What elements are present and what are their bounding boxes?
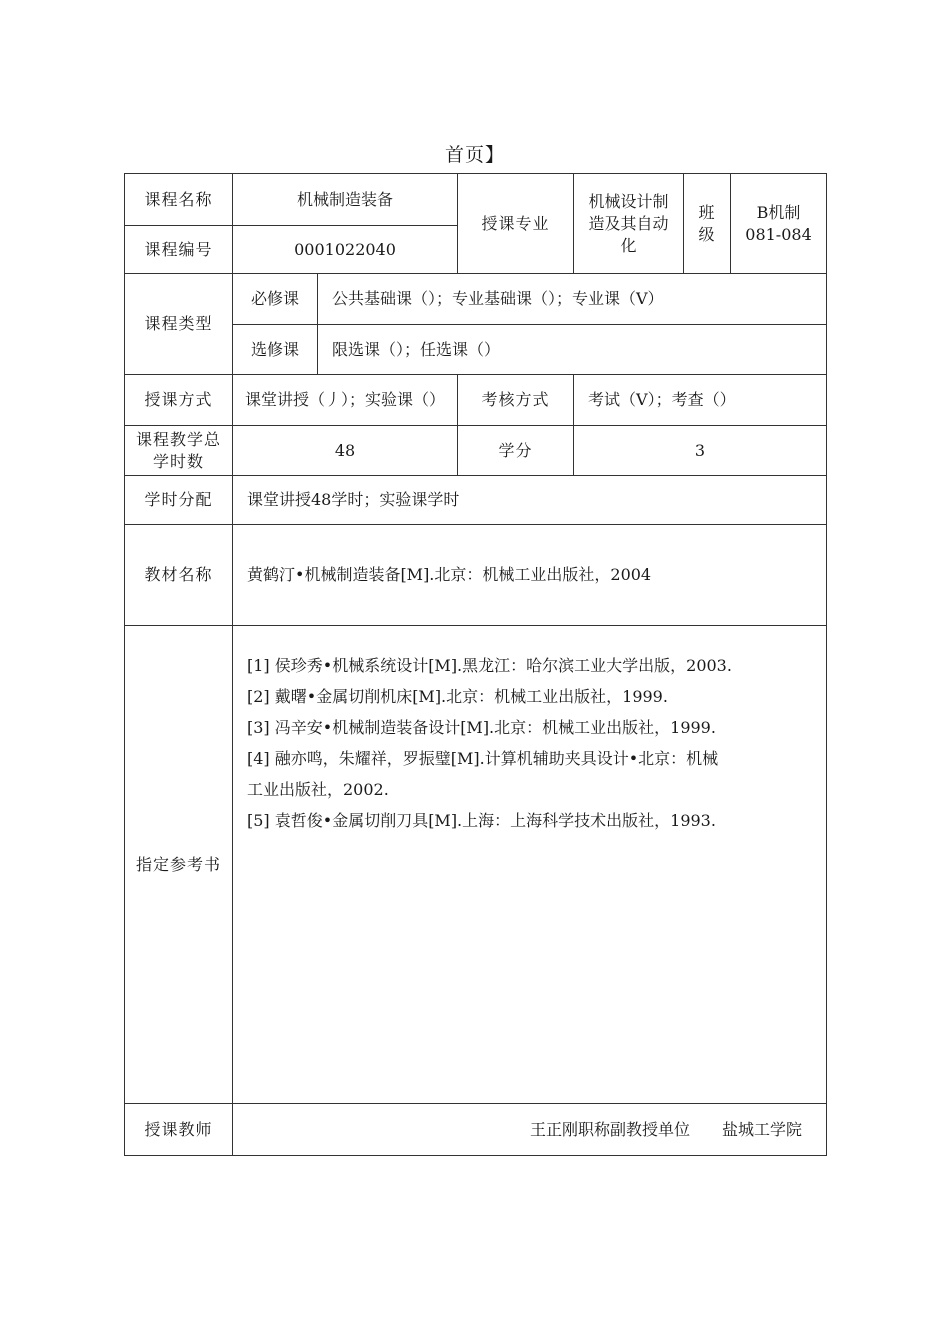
major-value: 机械设计制造及其自动化 (574, 174, 684, 274)
teaching-mode-value: 课堂讲授（丿）；实验课（） (233, 375, 458, 426)
credits-label: 学分 (458, 426, 574, 476)
course-name-label: 课程名称 (125, 174, 233, 226)
teaching-mode-label: 授课方式 (125, 375, 233, 426)
textbook-value: 黄鹤汀•机械制造装备[M].北京：机械工业出版社，2004 (233, 525, 827, 626)
total-hours-label: 课程教学总学时数 (125, 426, 233, 476)
class-label: 班级 (684, 174, 731, 274)
teacher-label: 授课教师 (125, 1104, 233, 1156)
reference-item: [5] 袁哲俊•金属切削刀具[M].上海：上海科学技术出版社，1993. (247, 811, 716, 830)
class-value: B机制081-084 (731, 174, 827, 274)
assessment-value: 考试（V）；考查（） (574, 375, 827, 426)
reference-item: 工业出版社，2002. (247, 780, 389, 799)
credits-value: 3 (574, 426, 827, 476)
references-list (233, 626, 827, 1104)
major-label: 授课专业 (458, 174, 574, 274)
total-hours-value: 48 (233, 426, 458, 476)
page-title: 首页】 (444, 144, 505, 166)
references-label: 指定参考书 (125, 626, 233, 1104)
hours-dist-value: 课堂讲授48学时；实验课学时 (233, 476, 827, 525)
hours-dist-label: 学时分配 (125, 476, 233, 525)
course-code-value: 0001022040 (233, 226, 458, 274)
course-info-table (124, 173, 827, 1156)
elective-label: 选修课 (233, 325, 318, 375)
required-options: 公共基础课（）；专业基础课（）；专业课（V） (318, 274, 827, 325)
reference-item: [1] 侯珍秀•机械系统设计[M].黑龙江：哈尔滨工业大学出版，2003. (247, 656, 732, 675)
assessment-label: 考核方式 (458, 375, 574, 426)
required-label: 必修课 (233, 274, 318, 325)
teacher-info: 王正刚职称副教授单位 盐城工学院 (233, 1104, 827, 1156)
reference-item: [2] 戴曙•金属切削机床[M].北京：机械工业出版社，1999. (247, 687, 668, 706)
reference-item: [3] 冯辛安•机械制造装备设计[M].北京：机械工业出版社，1999. (247, 718, 716, 737)
textbook-label: 教材名称 (125, 525, 233, 626)
course-type-label: 课程类型 (125, 274, 233, 375)
course-code-label: 课程编号 (125, 226, 233, 274)
reference-item: [4] 融亦鸣，朱耀祥，罗振璧[M].计算机辅助夹具设计•北京：机械 (247, 749, 719, 768)
elective-options: 限选课（）；任选课（） (318, 325, 827, 375)
course-name-value: 机械制造装备 (233, 174, 458, 226)
